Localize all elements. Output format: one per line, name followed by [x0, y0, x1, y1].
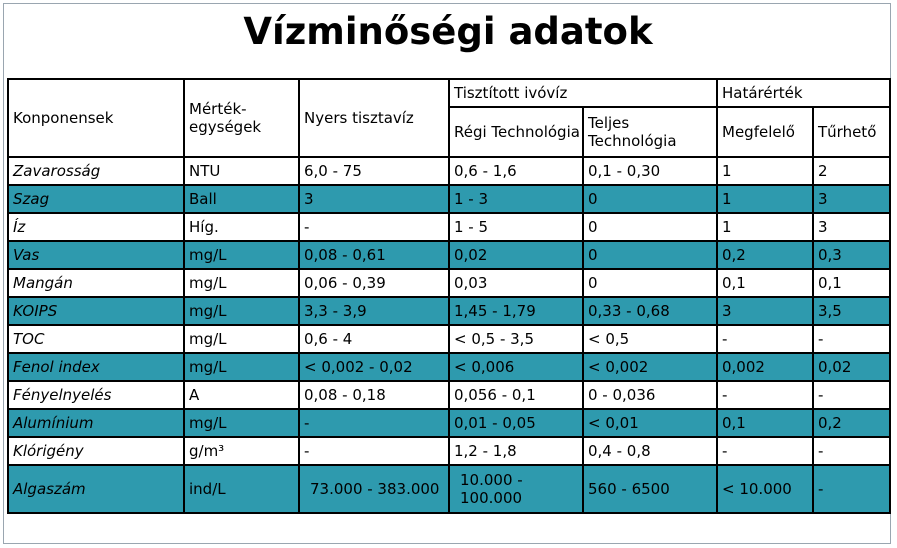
cell-full-technology: 0 - 0,036 — [583, 381, 717, 409]
cell-old-technology: 1 - 3 — [449, 185, 583, 213]
cell-component: Fényelnyelés — [8, 381, 184, 409]
cell-acceptable: 1 — [717, 213, 813, 241]
cell-unit: mg/L — [184, 241, 299, 269]
cell-unit: mg/L — [184, 409, 299, 437]
cell-tolerable: 2 — [813, 157, 890, 185]
cell-tolerable: - — [813, 325, 890, 353]
header-old-technology: Régi Technológia — [449, 107, 583, 157]
table-row — [8, 297, 890, 325]
cell-old-technology: 0,01 - 0,05 — [449, 409, 583, 437]
cell-unit: mg/L — [184, 325, 299, 353]
cell-acceptable: 0,1 — [717, 409, 813, 437]
cell-tolerable: 0,02 — [813, 353, 890, 381]
cell-old-technology: 1,2 - 1,8 — [449, 437, 583, 465]
cell-tolerable: 3 — [813, 213, 890, 241]
cell-raw-water: 0,08 - 0,61 — [299, 241, 449, 269]
table-row — [8, 185, 890, 213]
table-row — [8, 325, 890, 353]
cell-tolerable: - — [813, 381, 890, 409]
header-component: Konponensek — [8, 79, 184, 157]
cell-full-technology: 0 — [583, 213, 717, 241]
cell-component: Fenol index — [8, 353, 184, 381]
cell-raw-water: - — [299, 437, 449, 465]
header-full-technology: Teljes Technológia — [583, 107, 717, 157]
cell-full-technology: 0 — [583, 185, 717, 213]
cell-raw-water: 3 — [299, 185, 449, 213]
table-body — [8, 157, 890, 513]
cell-acceptable: 1 — [717, 185, 813, 213]
cell-unit: Ball — [184, 185, 299, 213]
cell-old-technology: < 0,006 — [449, 353, 583, 381]
cell-component: Zavarosság — [8, 157, 184, 185]
cell-acceptable: 0,2 — [717, 241, 813, 269]
cell-raw-water: 0,6 - 4 — [299, 325, 449, 353]
cell-raw-water: - — [299, 213, 449, 241]
cell-acceptable: - — [717, 437, 813, 465]
cell-full-technology: < 0,5 — [583, 325, 717, 353]
cell-full-technology: < 0,01 — [583, 409, 717, 437]
cell-old-technology: 0,6 - 1,6 — [449, 157, 583, 185]
cell-component: KOIPS — [8, 297, 184, 325]
table-row — [8, 353, 890, 381]
page-title: Vízminőségi adatok — [243, 10, 653, 53]
cell-acceptable: 0,002 — [717, 353, 813, 381]
cell-full-technology: 0 — [583, 269, 717, 297]
cell-full-technology: 0 — [583, 241, 717, 269]
cell-old-technology: 0,03 — [449, 269, 583, 297]
cell-unit: mg/L — [184, 269, 299, 297]
cell-full-technology: 560 - 6500 — [583, 465, 717, 513]
cell-tolerable: - — [813, 437, 890, 465]
cell-unit: g/m³ — [184, 437, 299, 465]
cell-acceptable: 3 — [717, 297, 813, 325]
cell-unit: mg/L — [184, 353, 299, 381]
header-unit: Mérték-egységek — [184, 79, 299, 157]
cell-raw-water: 0,06 - 0,39 — [299, 269, 449, 297]
header-acceptable: Megfelelő — [717, 107, 813, 157]
cell-acceptable: - — [717, 381, 813, 409]
cell-raw-water: - — [299, 409, 449, 437]
header-limit: Határérték — [717, 79, 890, 107]
cell-full-technology: < 0,002 — [583, 353, 717, 381]
cell-tolerable: 0,2 — [813, 409, 890, 437]
cell-acceptable: 1 — [717, 157, 813, 185]
cell-component: Klórigény — [8, 437, 184, 465]
cell-tolerable: 0,3 — [813, 241, 890, 269]
header-tolerable: Tűrhető — [813, 107, 890, 157]
cell-component: TOC — [8, 325, 184, 353]
cell-raw-water: 73.000 - 383.000 — [299, 465, 449, 513]
cell-raw-water: < 0,002 - 0,02 — [299, 353, 449, 381]
cell-tolerable: 3,5 — [813, 297, 890, 325]
cell-old-technology: 10.000 - 100.000 — [449, 465, 583, 513]
header-row-1 — [8, 79, 890, 107]
cell-unit: A — [184, 381, 299, 409]
cell-full-technology: 0,1 - 0,30 — [583, 157, 717, 185]
cell-unit: mg/L — [184, 297, 299, 325]
header-raw-water: Nyers tisztavíz — [299, 79, 449, 157]
cell-component: Mangán — [8, 269, 184, 297]
cell-raw-water: 3,3 - 3,9 — [299, 297, 449, 325]
table-row — [8, 213, 890, 241]
cell-acceptable: - — [717, 325, 813, 353]
cell-raw-water: 0,08 - 0,18 — [299, 381, 449, 409]
table-row — [8, 241, 890, 269]
header-treated-water: Tisztított ivóvíz — [449, 79, 717, 107]
cell-old-technology: 0,056 - 0,1 — [449, 381, 583, 409]
cell-unit: NTU — [184, 157, 299, 185]
table-row — [8, 465, 890, 513]
table-row — [8, 409, 890, 437]
cell-tolerable: 0,1 — [813, 269, 890, 297]
cell-tolerable: - — [813, 465, 890, 513]
table-row — [8, 381, 890, 409]
cell-old-technology: 1 - 5 — [449, 213, 583, 241]
cell-full-technology: 0,4 - 0,8 — [583, 437, 717, 465]
cell-acceptable: < 10.000 — [717, 465, 813, 513]
cell-old-technology: < 0,5 - 3,5 — [449, 325, 583, 353]
cell-old-technology: 0,02 — [449, 241, 583, 269]
cell-full-technology: 0,33 - 0,68 — [583, 297, 717, 325]
cell-unit: Híg. — [184, 213, 299, 241]
cell-component: Algaszám — [8, 465, 184, 513]
cell-unit: ind/L — [184, 465, 299, 513]
table-row — [8, 157, 890, 185]
water-quality-table — [7, 78, 891, 514]
cell-raw-water: 6,0 - 75 — [299, 157, 449, 185]
cell-component: Vas — [8, 241, 184, 269]
cell-component: Alumínium — [8, 409, 184, 437]
cell-old-technology: 1,45 - 1,79 — [449, 297, 583, 325]
cell-component: Íz — [8, 213, 184, 241]
table-row — [8, 437, 890, 465]
table-row — [8, 269, 890, 297]
cell-tolerable: 3 — [813, 185, 890, 213]
cell-component: Szag — [8, 185, 184, 213]
cell-acceptable: 0,1 — [717, 269, 813, 297]
